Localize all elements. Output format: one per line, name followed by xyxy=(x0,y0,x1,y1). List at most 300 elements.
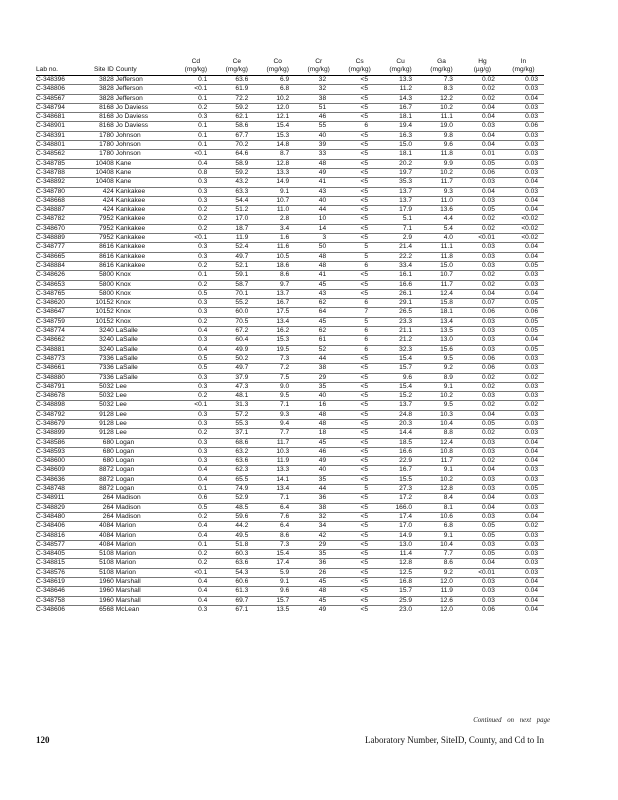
cell-cu: 22.9 xyxy=(380,457,421,466)
cell-hg: 0.03 xyxy=(462,261,503,270)
cell-lab-no: C-348829 xyxy=(36,503,92,512)
cell-site-id: 5108 xyxy=(92,568,114,577)
cell-county: Lee xyxy=(114,419,176,428)
cell-in: 0.03 xyxy=(503,364,544,373)
cell-cu: 13.7 xyxy=(380,401,421,410)
cell-ce: 11.9 xyxy=(216,234,257,243)
cell-lab-no: C-348788 xyxy=(36,168,92,177)
cell-cd: <0.1 xyxy=(175,85,216,94)
cell-ce: 49.9 xyxy=(216,345,257,354)
table-row xyxy=(36,113,544,122)
cell-cs: <5 xyxy=(339,531,380,540)
table-row xyxy=(36,438,544,447)
cell-co: 6.4 xyxy=(257,522,298,531)
cell-cu: 16.1 xyxy=(380,271,421,280)
cell-ce: 60.6 xyxy=(216,578,257,587)
cell-cr: 38 xyxy=(298,364,339,373)
cell-ce: 70.2 xyxy=(216,141,257,150)
cell-site-id: 7336 xyxy=(92,354,114,363)
cell-site-id: 3240 xyxy=(92,327,114,336)
cell-hg: 0.06 xyxy=(462,168,503,177)
cell-hg: 0.04 xyxy=(462,466,503,475)
cell-co: 8.6 xyxy=(257,271,298,280)
cell-ce: 65.5 xyxy=(216,475,257,484)
cell-site-id: 6568 xyxy=(92,605,114,614)
cell-hg: 0.05 xyxy=(462,206,503,215)
cell-lab-no: C-348911 xyxy=(36,494,92,503)
cell-ga: 12.4 xyxy=(421,289,462,298)
cell-ga: 11.1 xyxy=(421,113,462,122)
cell-cu: 13.7 xyxy=(380,187,421,196)
cell-cd: 0.4 xyxy=(175,159,216,168)
cell-county: Jefferson xyxy=(114,76,176,85)
cell-county: Marion xyxy=(114,550,176,559)
cell-cr: 18 xyxy=(298,429,339,438)
cell-co: 11.9 xyxy=(257,457,298,466)
cell-cu: 2.9 xyxy=(380,234,421,243)
element-concentration-table xyxy=(36,58,544,614)
cell-cd: 0.2 xyxy=(175,280,216,289)
cell-lab-no: C-348678 xyxy=(36,392,92,401)
table-row xyxy=(36,94,544,103)
cell-cr: 46 xyxy=(298,113,339,122)
col-header-cd: Cd xyxy=(191,58,201,65)
cell-cs: 5 xyxy=(339,252,380,261)
cell-cd: 0.4 xyxy=(175,596,216,605)
cell-site-id: 1780 xyxy=(92,150,114,159)
cell-ga: 9.9 xyxy=(421,159,462,168)
cell-in: 0.03 xyxy=(503,550,544,559)
cell-cr: 55 xyxy=(298,122,339,131)
cell-hg: 0.06 xyxy=(462,308,503,317)
cell-cd: 0.1 xyxy=(175,131,216,140)
cell-ga: 12.8 xyxy=(421,485,462,494)
cell-cr: 32 xyxy=(298,76,339,85)
cell-county: Marion xyxy=(114,540,176,549)
cell-lab-no: C-348391 xyxy=(36,131,92,140)
cell-cd: 0.2 xyxy=(175,392,216,401)
col-header-site-id: Site ID xyxy=(92,66,114,76)
cell-county: Kankakee xyxy=(114,187,176,196)
cell-county: LaSalle xyxy=(114,327,176,336)
cell-cu: 26.1 xyxy=(380,289,421,298)
cell-cs: <5 xyxy=(339,159,380,168)
cell-hg: 0.01 xyxy=(462,150,503,159)
cell-cr: 44 xyxy=(298,206,339,215)
cell-hg: 0.04 xyxy=(462,131,503,140)
cell-cr: 34 xyxy=(298,522,339,531)
cell-in: 0.04 xyxy=(503,512,544,521)
cell-ce: 49.7 xyxy=(216,364,257,373)
cell-cd: 0.1 xyxy=(175,540,216,549)
cell-site-id: 424 xyxy=(92,206,114,215)
cell-county: Madison xyxy=(114,503,176,512)
cell-cd: <0.1 xyxy=(175,150,216,159)
cell-ga: 15.8 xyxy=(421,299,462,308)
cell-lab-no: C-348758 xyxy=(36,596,92,605)
cell-ce: 69.7 xyxy=(216,596,257,605)
table-row xyxy=(36,410,544,419)
cell-co: 2.8 xyxy=(257,215,298,224)
cell-hg: 0.03 xyxy=(462,196,503,205)
table-row xyxy=(36,568,544,577)
cell-cu: 33.4 xyxy=(380,261,421,270)
cell-cd: 0.4 xyxy=(175,345,216,354)
cell-ga: 18.1 xyxy=(421,308,462,317)
cell-co: 6.8 xyxy=(257,85,298,94)
table-row xyxy=(36,596,544,605)
cell-cu: 24.8 xyxy=(380,410,421,419)
cell-ce: 70.5 xyxy=(216,317,257,326)
cell-co: 11.0 xyxy=(257,206,298,215)
cell-cs: <5 xyxy=(339,131,380,140)
cell-cu: 20.2 xyxy=(380,159,421,168)
table-row xyxy=(36,215,544,224)
cell-ce: 58.9 xyxy=(216,159,257,168)
table-row xyxy=(36,336,544,345)
cell-in: <0.02 xyxy=(503,234,544,243)
cell-cu: 9.6 xyxy=(380,373,421,382)
cell-site-id: 7952 xyxy=(92,215,114,224)
cell-ce: 63.2 xyxy=(216,447,257,456)
cell-in: 0.03 xyxy=(503,150,544,159)
cell-ga: 10.2 xyxy=(421,168,462,177)
cell-cs: <5 xyxy=(339,196,380,205)
cell-county: Lee xyxy=(114,392,176,401)
cell-co: 9.6 xyxy=(257,587,298,596)
cell-cu: 21.1 xyxy=(380,327,421,336)
cell-ga: 9.5 xyxy=(421,401,462,410)
cell-co: 7.3 xyxy=(257,354,298,363)
cell-cu: 23.0 xyxy=(380,605,421,614)
col-header-co: Co xyxy=(273,58,282,65)
cell-co: 9.5 xyxy=(257,392,298,401)
table-row xyxy=(36,224,544,233)
cell-cs: <5 xyxy=(339,401,380,410)
cell-ga: 9.8 xyxy=(421,131,462,140)
cell-ga: 9.5 xyxy=(421,354,462,363)
cell-cr: 38 xyxy=(298,94,339,103)
cell-hg: 0.03 xyxy=(462,578,503,587)
cell-co: 10.2 xyxy=(257,94,298,103)
cell-co: 15.3 xyxy=(257,336,298,345)
cell-ce: 63.3 xyxy=(216,187,257,196)
cell-in: 0.04 xyxy=(503,447,544,456)
table-row xyxy=(36,289,544,298)
cell-lab-no: C-348636 xyxy=(36,475,92,484)
cell-lab-no: C-348567 xyxy=(36,94,92,103)
cell-site-id: 10408 xyxy=(92,178,114,187)
cell-ce: 18.7 xyxy=(216,224,257,233)
cell-lab-no: C-348670 xyxy=(36,224,92,233)
cell-cr: 32 xyxy=(298,512,339,521)
cell-county: Kankakee xyxy=(114,261,176,270)
cell-ce: 47.3 xyxy=(216,382,257,391)
cell-cr: 48 xyxy=(298,410,339,419)
cell-cu: 5.1 xyxy=(380,215,421,224)
cell-county: Johnson xyxy=(114,150,176,159)
cell-hg: 0.02 xyxy=(462,94,503,103)
cell-cd: 0.3 xyxy=(175,336,216,345)
table-row xyxy=(36,540,544,549)
cell-in: 0.03 xyxy=(503,429,544,438)
cell-in: 0.03 xyxy=(503,419,544,428)
cell-site-id: 3240 xyxy=(92,336,114,345)
cell-hg: 0.03 xyxy=(462,178,503,187)
cell-hg: 0.03 xyxy=(462,327,503,336)
cell-ga: 8.3 xyxy=(421,85,462,94)
cell-cs: <5 xyxy=(339,419,380,428)
cell-co: 17.4 xyxy=(257,559,298,568)
cell-ce: 50.2 xyxy=(216,354,257,363)
cell-cr: 45 xyxy=(298,280,339,289)
table-row xyxy=(36,364,544,373)
cell-cu: 12.5 xyxy=(380,568,421,577)
cell-county: Marion xyxy=(114,522,176,531)
cell-lab-no: C-348899 xyxy=(36,429,92,438)
cell-cr: 62 xyxy=(298,299,339,308)
cell-in: 0.05 xyxy=(503,327,544,336)
cell-cd: 0.1 xyxy=(175,76,216,85)
cell-co: 11.7 xyxy=(257,438,298,447)
cell-in: 0.04 xyxy=(503,289,544,298)
cell-county: Lee xyxy=(114,382,176,391)
cell-ga: 9.6 xyxy=(421,141,462,150)
cell-hg: 0.05 xyxy=(462,531,503,540)
cell-ce: 63.6 xyxy=(216,457,257,466)
cell-cu: 14.3 xyxy=(380,94,421,103)
continued-note: Continued on next page xyxy=(473,717,550,724)
cell-cu: 16.7 xyxy=(380,103,421,112)
cell-site-id: 5032 xyxy=(92,401,114,410)
cell-cs: 6 xyxy=(339,122,380,131)
page-number: 120 xyxy=(36,735,50,745)
cell-lab-no: C-348785 xyxy=(36,159,92,168)
table-row xyxy=(36,392,544,401)
cell-hg: 0.03 xyxy=(462,345,503,354)
cell-hg: 0.06 xyxy=(462,364,503,373)
cell-lab-no: C-348593 xyxy=(36,447,92,456)
table-row xyxy=(36,85,544,94)
cell-ga: 11.7 xyxy=(421,280,462,289)
cell-county: Madison xyxy=(114,494,176,503)
cell-ga: 12.6 xyxy=(421,596,462,605)
table-body xyxy=(36,76,544,615)
cell-hg: 0.03 xyxy=(462,540,503,549)
cell-hg: 0.02 xyxy=(462,401,503,410)
cell-hg: 0.03 xyxy=(462,512,503,521)
cell-ga: 19.0 xyxy=(421,122,462,131)
cell-co: 9.3 xyxy=(257,410,298,419)
cell-cd: <0.1 xyxy=(175,568,216,577)
cell-site-id: 3240 xyxy=(92,345,114,354)
cell-lab-no: C-348777 xyxy=(36,243,92,252)
cell-cd: 0.6 xyxy=(175,494,216,503)
cell-cr: 48 xyxy=(298,419,339,428)
cell-cr: 49 xyxy=(298,457,339,466)
cell-ce: 63.6 xyxy=(216,76,257,85)
cell-site-id: 3828 xyxy=(92,94,114,103)
cell-hg: 0.02 xyxy=(462,280,503,289)
cell-hg: 0.06 xyxy=(462,605,503,614)
cell-site-id: 264 xyxy=(92,512,114,521)
cell-ce: 60.4 xyxy=(216,336,257,345)
table-row xyxy=(36,261,544,270)
cell-in: 0.03 xyxy=(503,141,544,150)
cell-cs: <5 xyxy=(339,224,380,233)
cell-cu: 15.0 xyxy=(380,141,421,150)
cell-co: 9.1 xyxy=(257,187,298,196)
cell-hg: 0.02 xyxy=(462,271,503,280)
cell-ce: 68.6 xyxy=(216,438,257,447)
cell-co: 13.5 xyxy=(257,605,298,614)
cell-cd: 0.5 xyxy=(175,354,216,363)
cell-cs: <5 xyxy=(339,354,380,363)
cell-ga: 9.1 xyxy=(421,382,462,391)
cell-cd: 0.2 xyxy=(175,550,216,559)
cell-site-id: 9128 xyxy=(92,419,114,428)
cell-lab-no: C-348765 xyxy=(36,289,92,298)
cell-in: 0.03 xyxy=(503,113,544,122)
table-row xyxy=(36,587,544,596)
cell-cu: 29.1 xyxy=(380,299,421,308)
unit-ga: (mg/kg) xyxy=(421,66,462,76)
cell-ga: 11.7 xyxy=(421,457,462,466)
cell-ga: 8.9 xyxy=(421,373,462,382)
cell-cu: 21.4 xyxy=(380,243,421,252)
cell-cs: <5 xyxy=(339,596,380,605)
cell-co: 15.4 xyxy=(257,122,298,131)
cell-ce: 59.2 xyxy=(216,168,257,177)
cell-ga: 12.4 xyxy=(421,438,462,447)
cell-in: 0.04 xyxy=(503,336,544,345)
cell-in: 0.03 xyxy=(503,85,544,94)
col-header-ce: Ce xyxy=(232,58,242,65)
cell-cr: 52 xyxy=(298,345,339,354)
cell-cd: 0.5 xyxy=(175,503,216,512)
cell-site-id: 264 xyxy=(92,503,114,512)
cell-hg: 0.03 xyxy=(462,243,503,252)
cell-cr: 61 xyxy=(298,336,339,345)
cell-county: McLean xyxy=(114,605,176,614)
cell-ce: 55.2 xyxy=(216,299,257,308)
cell-ce: 51.8 xyxy=(216,540,257,549)
cell-cu: 23.3 xyxy=(380,317,421,326)
cell-county: Marion xyxy=(114,568,176,577)
cell-co: 7.7 xyxy=(257,429,298,438)
cell-in: 0.04 xyxy=(503,596,544,605)
cell-in: 0.02 xyxy=(503,401,544,410)
cell-cu: 14.9 xyxy=(380,531,421,540)
cell-in: <0.02 xyxy=(503,215,544,224)
cell-in: 0.03 xyxy=(503,382,544,391)
cell-cs: 6 xyxy=(339,345,380,354)
cell-county: Knox xyxy=(114,317,176,326)
cell-county: Johnson xyxy=(114,131,176,140)
cell-cd: 0.5 xyxy=(175,289,216,298)
table-row xyxy=(36,168,544,177)
cell-lab-no: C-348794 xyxy=(36,103,92,112)
cell-site-id: 4084 xyxy=(92,522,114,531)
cell-cs: 6 xyxy=(339,299,380,308)
cell-cr: 64 xyxy=(298,308,339,317)
cell-lab-no: C-348884 xyxy=(36,261,92,270)
cell-site-id: 8616 xyxy=(92,261,114,270)
cell-cu: 13.0 xyxy=(380,540,421,549)
table-row xyxy=(36,308,544,317)
table-row xyxy=(36,531,544,540)
cell-ce: 64.6 xyxy=(216,150,257,159)
cell-cs: <5 xyxy=(339,512,380,521)
cell-cu: 18.1 xyxy=(380,113,421,122)
cell-cr: 38 xyxy=(298,503,339,512)
cell-cr: 46 xyxy=(298,447,339,456)
cell-cd: 0.1 xyxy=(175,141,216,150)
cell-co: 14.8 xyxy=(257,141,298,150)
cell-county: Marshall xyxy=(114,596,176,605)
cell-in: 0.04 xyxy=(503,252,544,261)
cell-county: Marion xyxy=(114,559,176,568)
cell-site-id: 9128 xyxy=(92,410,114,419)
cell-hg: 0.03 xyxy=(462,122,503,131)
cell-cs: <5 xyxy=(339,494,380,503)
cell-ce: 48.5 xyxy=(216,503,257,512)
cell-in: 0.03 xyxy=(503,531,544,540)
cell-cs: <5 xyxy=(339,150,380,159)
cell-cs: <5 xyxy=(339,522,380,531)
cell-co: 10.7 xyxy=(257,196,298,205)
cell-cd: 0.4 xyxy=(175,466,216,475)
cell-cr: 48 xyxy=(298,587,339,596)
cell-ga: 4.0 xyxy=(421,234,462,243)
unit-in: (mg/kg) xyxy=(503,66,544,76)
cell-county: Jefferson xyxy=(114,85,176,94)
table-row xyxy=(36,578,544,587)
table-row xyxy=(36,345,544,354)
cell-cs: <5 xyxy=(339,373,380,382)
cell-county: Knox xyxy=(114,299,176,308)
table-row xyxy=(36,252,544,261)
cell-co: 12.0 xyxy=(257,103,298,112)
cell-cu: 16.6 xyxy=(380,447,421,456)
cell-cr: 29 xyxy=(298,540,339,549)
cell-cr: 45 xyxy=(298,317,339,326)
cell-co: 5.9 xyxy=(257,568,298,577)
cell-cu: 20.3 xyxy=(380,419,421,428)
cell-hg: 0.05 xyxy=(462,159,503,168)
cell-lab-no: C-348881 xyxy=(36,345,92,354)
cell-site-id: 1960 xyxy=(92,578,114,587)
cell-cu: 17.4 xyxy=(380,512,421,521)
unit-cu: (mg/kg) xyxy=(380,66,421,76)
cell-lab-no: C-348577 xyxy=(36,540,92,549)
cell-cr: 43 xyxy=(298,289,339,298)
unit-ce: (mg/kg) xyxy=(216,66,257,76)
cell-cr: 33 xyxy=(298,150,339,159)
cell-cd: 0.8 xyxy=(175,168,216,177)
cell-county: LaSalle xyxy=(114,364,176,373)
table-row xyxy=(36,317,544,326)
cell-site-id: 8616 xyxy=(92,243,114,252)
table-row xyxy=(36,475,544,484)
cell-county: Kane xyxy=(114,159,176,168)
cell-cd: 0.3 xyxy=(175,419,216,428)
cell-cu: 16.3 xyxy=(380,131,421,140)
cell-cd: 0.4 xyxy=(175,578,216,587)
cell-ga: 11.1 xyxy=(421,243,462,252)
cell-ce: 55.3 xyxy=(216,419,257,428)
cell-site-id: 424 xyxy=(92,196,114,205)
